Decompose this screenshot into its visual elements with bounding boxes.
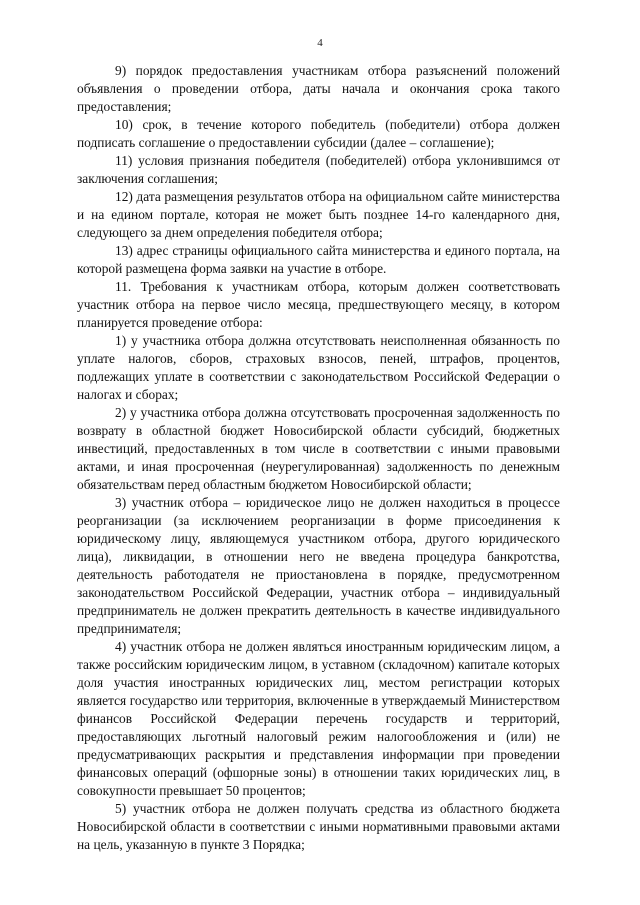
requirement-item-1: 1) у участника отбора должна отсутствовать неисполненная обязанность по уплате налогов, сборов, страховых взносов, пеней, штрафов, процентов, подлежащих уплате в соответствии с законодательством Российской Федерации о налогах и сборах; [77,333,560,402]
document-body [77,62,560,854]
paragraph-item-12: 12) дата размещения результатов отбора на официальном сайте министерства и на едином портале, которая не может быть позднее 14-го календарного дня, следующего за днем определения победителя отбора; [77,189,560,240]
requirement-item-3: 3) участник отбора – юридическое лицо не должен находиться в процессе реорганизации (за исключением реорганизации в форме присоединения к юридическому лицу, являющемуся участником отбора, другого юридического лица), ликвидации, в отношении него не введена процедура банкротства, деятельность работодателя не приостановлена в порядке, предусмотренном законодательством Российской Федерации, участник отбора – индивидуальный предприниматель не должен прекратить деятельность в качестве индивидуального предпринимателя; [77,495,560,636]
paragraph-item-9: 9) порядок предоставления участникам отбора разъяснений положений объявления о проведении отбора, даты начала и окончания срока такого предоставления; [77,63,560,114]
requirement-item-5: 5) участник отбора не должен получать средства из областного бюджета Новосибирской области в соответствии с иными нормативными правовыми актами на цель, указанную в пункте 3 Порядка; [77,801,560,852]
requirement-item-4: 4) участник отбора не должен являться иностранным юридическим лицом, а также российским юридическим лицом, в уставном (складочном) капитале которых доля участия иностранных юридических лиц, местом регистрации которых является государство или территория, включенные в утверждаемый Министерством финансов Российской Федерации перечень государств и территорий, предоставляющих льготный налоговый режим налогообложения и (или) не предусматривающих раскрытия и представления информации при проведении финансовых операций (офшорные зоны) в отношении таких юридических лиц, в совокупности превышает 50 процентов; [77,639,560,798]
requirement-item-2: 2) у участника отбора должна отсутствовать просроченная задолженность по возврату в областной бюджет Новосибирской области субсидий, бюджетных инвестиций, предоставленных в том числе в соответствии с иными правовыми актами, и иная просроченная (неурегулированная) задолженность по денежным обязательствам перед областным бюджетом Новосибирской области; [77,405,560,492]
paragraph-item-13: 13) адрес страницы официального сайта министерства и единого портала, на которой размещена форма заявки на участие в отборе. [77,243,560,276]
paragraph-item-10: 10) срок, в течение которого победитель (победители) отбора должен подписать соглашение о предоставлении субсидии (далее – соглашение); [77,117,560,150]
page-number: 4 [317,37,323,49]
paragraph-item-11: 11) условия признания победителя (победителей) отбора уклонившимся от заключения соглашения; [77,153,560,186]
section-11-heading-paragraph: 11. Требования к участникам отбора, которым должен соответствовать участник отбора на первое число месяца, предшествующего месяцу, в котором планируется проведение отбора: [77,279,560,330]
